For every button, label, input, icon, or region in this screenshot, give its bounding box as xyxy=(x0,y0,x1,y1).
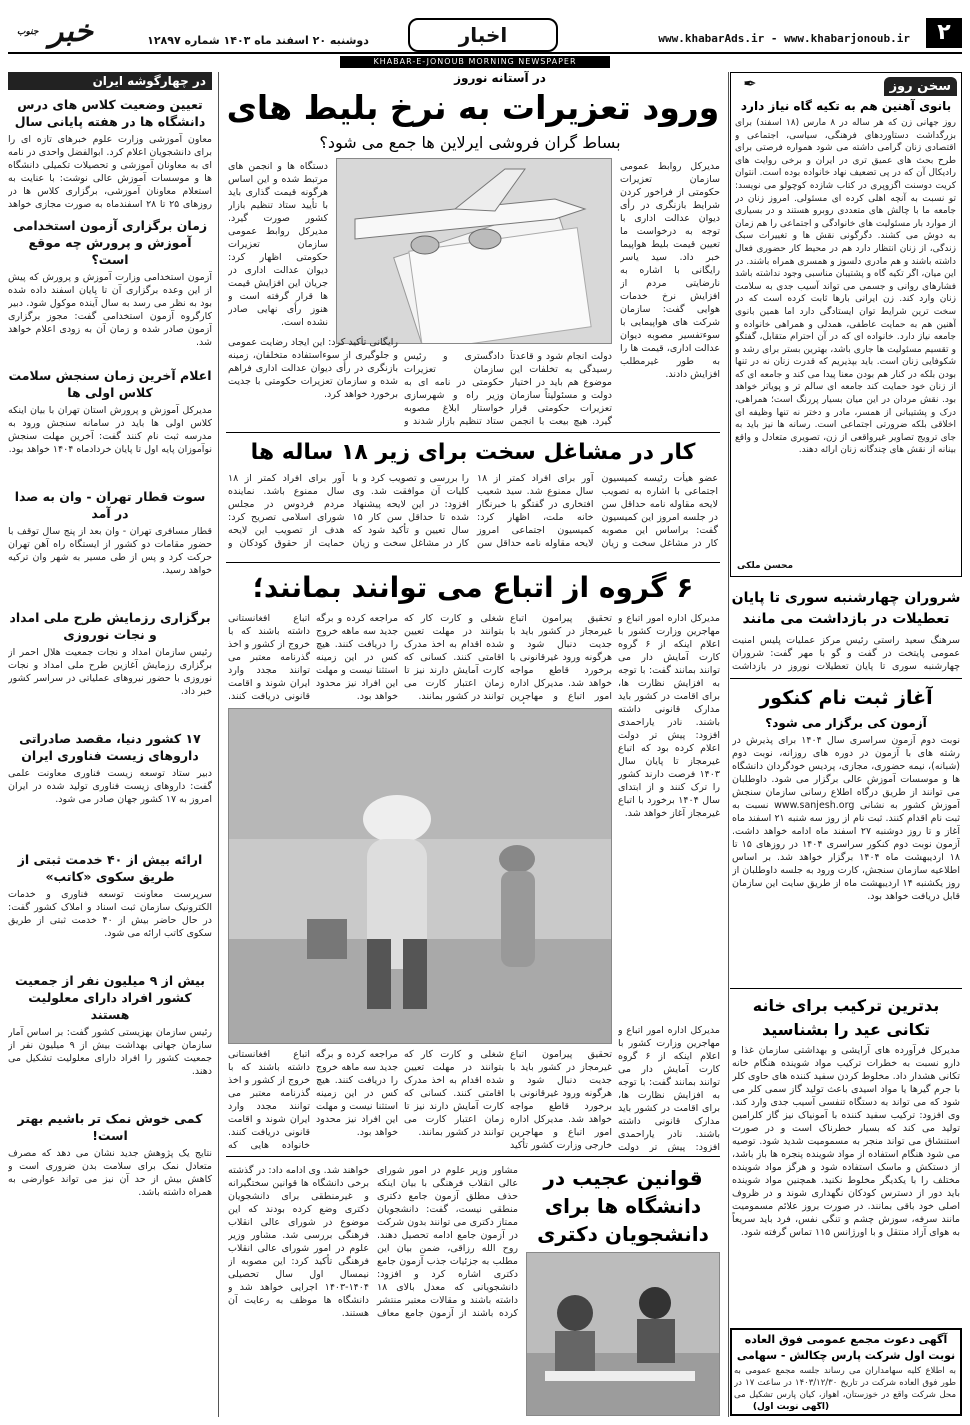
editorial-body: روز جهانی زن که هر ساله در ۸ مارس (۱۸ اسفند) برای بزرگداشت دستاوردهای فرهنگی، سیاسی، اجتماعی و اقتصادی زنان گرامی داشته می شود همواره فرصتی برای طرح بحث های عمیق تری در ایران و برخی روایت های رادیکال آن که در پی تضعیف نهاد خانواده بوده است. انتوان کریت دوسنت اگزوپری در کتاب شازده کوچولو می نویسد: تو نسبت به آنچه اهلی کرده ای مسئولی. امروز زنان در جامعه ما با چالش های متعددی روبرو هستند و در بسیاری از موارد بار مسئولیت های خانوادگی و اجتماعی را هم زمان به دوش می کشند. دگرگونی نقش ها و تغییرات سبک زندگی، از زنان انتظار دارد هم در محیط کار حضوری فعال داشته باشند و هم مادری دلسوز و همسری همراه باشند. در این میان، اگر تکیه گاه و پشتیبان مناسبی وجود نداشته باشد فشارهای روانی و جسمی می تواند آسیب جدی به سلامت زنان وارد کند. زن ایرانی بارها ثابت کرده است که در سخت ترین شرایط توان ایستادگی دارد اما همین بانوی آهنین هم به حمایت عاطفی، همدلی و همراهی خانواده و جامعه نیاز دارد. خانواده ای که در آن احترام متقابل، گفتگو و تقسیم مسئولیت ها جاری باشد، بهترین بستر برای رشد و شکوفایی زنان است. باید بپذیریم که قدرت زنان نه در تنها بودن بلکه در کنار هم بودن معنا پیدا می کند و جامعه ای که از زنان خود حمایت کند جامعه ای سالم تر و پویاتر خواهد بود. نقش مردان در این میان بسیار پررنگ است؛ همراهی، درک و پشتیبانی از همسر، مادر و دختر نه تنها وظیفه ای اخلاقی بلکه ضرورتی اجتماعی است. رسانه ها نیز باید به جای ترویج تصاویر غیرواقعی از زن، تصویری متعادل و واقع بینانه از نقش های چندگانه زنان ارائه دهند. xyxy=(735,118,956,456)
afghan-col-8: مراجعه کرده و برگه جدید سه ماهه خروج را دریافت کنند. هیچ کس در این زمینه استثنا نیست و مهلت این افراد نیز محدود خواهد بود. xyxy=(316,1049,398,1138)
afghan-col-7: شغلی و کارت کار که بتوانند در مهلت تعیین شده اقدام به اخذ مدرک اقامتی کنند. کسانی که کارت آمایش دارند نیز تا زمان اعتبار کارت می توانند در کشور بمانند. xyxy=(404,1049,504,1138)
afghan-col-1: مدیرکل اداره امور اتباع و مهاجرین وزارت کشور با اعلام اینکه از ۶ گروه کارت آمایش دار می توانند بمانند گفت: با توجه به افزایش نظارت ها، برای اقامت در کشور باید مدارک قانونی داشته باشند. نادر یاراحمدی افزود: پیش تر دولت اعلام کرده بود که اتباع غیرمجاز تا پایان سال ۱۴۰۳ فرصت دارند کشور را ترک کنند و از ابتدای سال ۱۴۰۴ برخورد با اتباع غیرمجاز آغاز خواهد شد. xyxy=(618,613,720,819)
newspaper-logo xyxy=(14,12,96,52)
konkur-subtitle: آزمون کی برگزار می شود؟ xyxy=(765,716,927,730)
news-body: سرپرست معاونت توسعه فناوری و خدمات الکترونیک سازمان ثبت اسناد و املاک کشور گفت: در حال حاضر بیش از ۴۰ خدمت ثبتی از طریق سکوی کاتب ارائه می شود. xyxy=(8,889,212,939)
lead-col-4: دادگستری و رئیس سازمان تعزیرات حکومتی در نامه ای به وزیر راه و شهرسازی خواستار ابلاغ مصوبه ستاد تنظیم بازار شدند و xyxy=(404,351,504,427)
notice-box xyxy=(730,1328,962,1416)
child-labor-body: عضو هیأت رئیسه کمیسیون اجتماعی با اشاره به تصویب لایحه مقاوله نامه حداقل سن در جلسه امروز این کمیسیون گفت: براساس این مصوبه کار در مشاغل سخت و زیان آور برای افراد کمتر از ۱۸ سال ممنوع شد. سید شعیب افتخاری در گفتگو با خبرنگار خانه ملت، اظهار کرد: کمیسیون اجتماعی امروز لایحه مقاوله نامه حداقل سن را بررسی و تصویب کرد و با کلیات آن موافقت شد. وی افزود: در این لایحه پیشنهاد شده تا حداقل سن کار ۱۵ سال تعیین و تأکید شود که کار در مشاغل سخت و زیان آور برای افراد کمتر از ۱۸ سال ممنوع باشد. نماینده مردم فردوس در مجلس شورای اسلامی تصریح کرد: هدف از تصویب این لایحه حمایت از حقوق کودکان و xyxy=(228,473,718,549)
migrants-photo xyxy=(228,708,612,1044)
afghan-col-2: تحقیق پیرامون اتباع غیرمجاز در کشور باید با جدیت دنبال شود و هرگونه ورود غیرقانونی با برخورد قاطع مواجه خواهد شد. مدیرکل اداره امور اتباع و مهاجرین xyxy=(510,613,612,702)
lead-col-3: دولت انجام شود و قاعدتاً رسیدگی به تخلفات این موضوع هم باید در اختیار دولت و مسئولیتاً سازمان تعزیرات حکومتی قرار گیرد. هیچ بیعت با انجمن xyxy=(510,351,612,427)
news-title: سوت قطار تهران - وان به صدا در آمد xyxy=(14,489,206,521)
makeup-title: بدترین ترکیب برای خانه تکانی عید را بشناسید xyxy=(752,996,940,1039)
fire-festival-title: شروران چهارشنبه سوری تا پایان تعطیلات در بازداشت می مانند xyxy=(731,590,961,627)
masthead-english: KHABAR-E-JONOUB MORNING NEWSPAPER xyxy=(340,56,610,68)
university-body: مشاور وزیر علوم در امور شورای عالی انقلاب فرهنگی با بیان اینکه حذف مطلق آزمون جامع دکتری منطقی نیست، گفت: دانشجویان ممتاز دکتری می توانند بدون شرکت در آزمون جامع ادامه تحصیل دهند. روح الله رزاقی، ضمن بیان این مطلب به جزئیات جذب آزمون جامع دکتری اشاره کرد و افزود: دانشجویانی که معدل بالای ۱۸ داشته باشند و مقالات معتبر منتشر کرده باشند از آزمون جامع معاف خواهند شد. وی ادامه داد: در گذشته برخی دانشگاه ها قوانین سختگیرانه و غیرمنطقی برای دانشجویان دکتری وضع کرده بودند که این موضوع در شورای عالی انقلاب فرهنگی بررسی شد. مشاور وزیر علوم در امور شورای عالی انقلاب فرهنگی تأکید کرد: این مصوبه از نیمسال اول سال تحصیلی ۱۴۰۴-۱۴۰۳ اجرایی خواهد شد و دانشگاه ها موظف به رعایت آن هستند. xyxy=(228,1165,518,1319)
airplane-icon xyxy=(336,159,611,344)
afghan-col-3: شغلی و کارت کار که بتوانند در مهلت تعیین شده اقدام به اخذ مدرک اقامتی کنند. کسانی که کارت آمایش دارند نیز تا زمان اعتبار کارت می توانند در کشور بمانند. xyxy=(404,613,504,702)
news-title: تعیین وضعیت کلاس های درس دانشگاه ها در هفته پایانی سال xyxy=(14,97,206,129)
people-walking-icon xyxy=(228,709,611,1044)
afghan-col-10: مدیرکل اداره امور اتباع و مهاجرین وزارت کشور با اعلام اینکه از ۶ گروه کارت آمایش دار می توانند بمانند گفت: با توجه به افزایش نظارت ها، برای اقامت در کشور باید مدارک قانونی داشته باشند. نادر یاراحمدی افزود: پیش تر دولت xyxy=(618,1025,720,1152)
airline-ticket-photo xyxy=(336,158,612,344)
afghan-title: ۶ گروه از اتباع می توانند بمانند؛ xyxy=(252,571,694,604)
masthead-bar xyxy=(8,8,962,54)
lead-kicker: در آستانه نوروز xyxy=(454,71,546,85)
left-column xyxy=(8,72,212,1417)
right-column xyxy=(730,72,962,1417)
lead-col-2: دستگاه ها و انجمن های مرتبط شده و این اساس هرگونه قیمت گذاری باید با تأیید ستاد تنظیم بازار کشور صورت گیرد. مدیرکل روابط عمومی سازمان تعزیرات حکومتی اظهار کرد: دیوان عدالت اداری در جریان این افزایش قیمت ها قرار گرفته است و هنوز رأی نهایی صادر نشده است. xyxy=(228,161,328,328)
lead-col-1: مدیرکل روابط عمومی سازمان تعزیرات حکومتی از فراخور کردن شرایط بازنگری در رأی دیوان عدالت اداری با توجه به درخواست ما تعیین قیمت بلیط هواپیما خبر داد. سید یاسر رایگانی با اشاره به نارضایتی مردم از افزایش نرخ خدمات هوایی گفت: سازمان شرکت های هواپیمایی با سوءتفسیر مصوبه دیوان عدالت اداری، قیمت ها را به طور غیرمطلب افزایش دادند. xyxy=(620,161,720,380)
child-labor-title: کار در مشاغل سخت برای زیر ۱۸ ساله ها xyxy=(250,440,696,465)
pen-icon: ✒ xyxy=(743,75,757,93)
news-body: معاون آموزشی وزارت علوم خبرهای تازه ای را برای دانشجویان اعلام کرد. ابوالفضل واحدی در نامه ای به معاونان آموزشی و تحصیلات تکمیلی دانشگاه ها و موسسات آموزش عالی نوشت: با عنایت به استعلام معاونان آموزشی، برگزاری کلاس ها در روزهای ۲۵ تا ۲۸ اسفندماه به صورت مجازی خواهد xyxy=(8,134,212,210)
lead-col-5: رایگانی تأکید کرد: این ایجاد رضایت عمومی و جلوگیری از سوءاستفاده متخلفان، زمینه بازنگری در رأی دیوان عدالت اداری فراهم شده و سازمان تعزیرات حکومتی با جدیت برخورد خواهد کرد. xyxy=(228,337,398,400)
news-body: قطار مسافری تهران - وان بعد از پنج سال توقف با حضور مقامات دو کشور از ایستگاه راه آهن تهران حرکت کرد و پس از طی مسیر به شهر وان ترکیه خواهد رسید. xyxy=(8,526,212,576)
news-title: ارائه بیش از ۴۰ خدمت ثبتی از طریق سکوی «کاتب» xyxy=(17,852,203,884)
news-title: زمان برگزاری آزمون استخدامی آموزش و پرورش چه موقع است؟ xyxy=(12,218,208,267)
news-title: بیش از ۹ میلیون نفر از جمعیت کشور افراد دارای معلولیت هستند xyxy=(15,973,205,1022)
news-body: رئیس سازمان امداد و نجات جمعیت هلال احمر از برگزاری رزمایش آغازین طرح ملی امداد و نجات نوروزی با حضور نیروهای عملیاتی در سراسر کشور خبر داد. xyxy=(8,647,212,697)
notice-footer: (آگهی نوبت اول) xyxy=(752,1402,830,1412)
makeup-body: مدیرکل فرآورده های آرایشی و بهداشتی سازمان غذا و دارو نسبت به خطرات ترکیب مواد شوینده هنگام خانه تکانی هشدار داد. مخلوط کردن سفید کننده های حاوی کلر با جرم گیرها یا مواد اسیدی باعث تولید گاز سمی کلر می شود که می تواند به دستگاه تنفسی آسیب جدی وارد کند. وی افزود: ترکیب سفید کننده با آمونیاک نیز گاز کلرامین تولید می کند که بسیار خطرناک است و در صورت استنشاق می تواند منجر به مسمومیت شدید شود. توصیه می شود هنگام استفاده از مواد شوینده پنجره ها باز باشد، از دستکش و ماسک استفاده شود و هرگز مواد شوینده مختلف را با یکدیگر مخلوط نکنید. همچنین مواد شوینده باید دور از دسترس کودکان نگهداری شوند و در ظروف اصلی خود باقی بمانند. در صورت بروز علائم مسمومیت مانند سرفه، سوزش چشم و تنگی نفس، فرد باید سریعاً به هوای آزاد منتقل و با اورژانس ۱۱۵ تماس گرفته شود. xyxy=(732,1045,960,1238)
lead-title: ورود تعزیرات به نرخ بلیط های xyxy=(226,88,720,127)
left-column-head: در چهارگوشه ایران xyxy=(8,72,212,90)
afghan-col-6: تحقیق پیرامون اتباع غیرمجاز در کشور باید با جدیت دنبال شود و هرگونه ورود غیرقانونی با برخورد قاطع مواجه خواهد شد. مدیرکل اداره امور اتباع و مهاجرین خارجی وزارت کشور تأکید xyxy=(510,1049,612,1151)
news-title: اعلام آخرین زمان سنجش سلامت کلاس اولی ها xyxy=(8,368,212,400)
news-body: دبیر ستاد توسعه زیست فناوری معاونت علمی گفت: داروهای زیست فناوری تولید شده در ایران امروز به ۱۷ کشور جهان صادر می شود. xyxy=(8,768,212,805)
logo-text: خبر xyxy=(48,14,93,49)
editorial-box xyxy=(730,72,962,577)
konkur-title: آغاز ثبت نام کنکور xyxy=(759,687,933,709)
news-title: برگزاری رزمایش طرح ملی امداد و نجات نوروزی xyxy=(9,610,211,642)
logo-subtext: جنوب xyxy=(16,27,39,37)
section-title: اخبار xyxy=(408,18,558,52)
konkur-body: نوبت دوم آزمون سراسری سال ۱۴۰۴ برای پذیرش در رشته های با آزمون در دوره های روزانه، نوبت دوم (شبانه)، نیمه حضوری، مجازی، پردیس خودگردان دانشگاه ها و موسسات آموزش عالی برگزار می شود. داوطلبان می توانند از طریق درگاه اطلاع رسانی سازمان سنجش آموزش کشور به نشانی www.sanjesh.org نسبت به ثبت نام اقدام کنند. ثبت نام از روز سه شنبه ۲۱ اسفند ماه آغاز و تا روز دوشنبه ۲۷ اسفند ماه ادامه خواهد داشت. آزمون نوبت دوم کنکور سراسری ۱۴۰۴ در روزهای ۱۵ تا ۱۸ اردیبهشت ماه ۱۴۰۴ برگزار خواهد شد. بر اساس اطلاعیه سازمان سنجش، کارت ورود به جلسه داوطلبان از روز یکشنبه ۱۴ اردیبهشت ماه از طریق سایت این سازمان قابل دریافت خواهد بود. xyxy=(732,735,960,902)
editorial-author: محسن ملکی xyxy=(737,561,794,571)
students-icon xyxy=(526,1253,719,1416)
page-number: ۲ xyxy=(926,18,962,48)
news-title: ۱۷ کشور دنیا، مقصد صادراتی داروهای زیست فناوری ایران xyxy=(19,731,201,763)
editorial-title: بانوی آهنین هم به تکیه گاه نیاز دارد xyxy=(740,99,952,113)
news-body: مدیرکل آموزش و پرورش استان تهران با بیان اینکه کلاس اولی ها باید در سامانه سنجش ورود به مدرسه ثبت نام کنند گفت: آخرین مهلت سنجش نوآموزان پایه اول تا پایان خردادماه ۱۴۰۴ خواهد بود. xyxy=(8,405,212,455)
university-title: قوانین عجیب در دانشگاه ها برای دانشجویان دکتری xyxy=(537,1166,709,1246)
fire-festival-body: سرهنگ سعید راستی رئیس مرکز عملیات پلیس امنیت عمومی پایتخت در گفت و گو با مهر گفت: شروران چهارشنبه سوری تا پایان تعطیلات نوروز در بازداشت xyxy=(732,635,960,672)
lead-subtitle: بساط گران فروشی ایرلاین ها جمع می شود؟ xyxy=(319,133,621,152)
issue-date: دوشنبه ۲۰ اسفند ماه ۱۴۰۳ شماره ۱۲۸۹۷ xyxy=(147,34,369,47)
afghan-col-5: اتباع افغانستانی داشته باشند که با خروج از کشور و اخذ گذرنامه معتبر می توانند مجدد وارد ایران شوند و اقامت قانونی دریافت کنند. xyxy=(228,613,310,702)
news-title: کمی خوش نمک تر باشیم بهتر است! xyxy=(17,1111,203,1143)
editorial-head: سخن روز xyxy=(884,77,957,96)
news-body: رئیس سازمان بهزیستی کشور گفت: بر اساس آمار سازمان جهانی بهداشت بیش از ۹ میلیون نفر از جمعیت کشور را افراد دارای معلولیت تشکیل می دهند. xyxy=(8,1027,212,1077)
afghan-col-9: اتباع افغانستانی داشته باشند که با خروج از کشور و اخذ گذرنامه معتبر می توانند مجدد وارد ایران شوند و اقامت قانونی دریافت کنند. خانواده هایی که xyxy=(228,1049,310,1151)
notice-title: آگهی دعوت مجمع عمومی فوق العاده نوبت اول شرکت پارس چکالش - سهامی xyxy=(736,1333,956,1362)
notice-body: به اطلاع کلیه سهامداران می رساند جلسه مجمع عمومی به طور فوق العاده شرکت در تاریخ ۱۴۰۳/۱۲/۳۰ در ساعت ۱۷ در محل شرکت واقع در خوزستان، اهواز، کیان پارس تشکیل می xyxy=(734,1366,956,1400)
site-url[interactable]: www.khabarAds.ir - www.khabarjonoub.ir xyxy=(658,32,910,45)
afghan-col-4: مراجعه کرده و برگه جدید سه ماهه خروج را دریافت کنند. هیچ کس در این زمینه استثنا نیست و مهلت این افراد نیز محدود خواهد بود. xyxy=(316,613,398,702)
students-exam-photo xyxy=(526,1252,720,1416)
news-body: نتایج یک پژوهش جدید نشان می دهد که مصرف متعادل نمک برای سلامت بدن ضروری است و کاهش بیش از حد آن نیز می تواند عوارضی به همراه داشته باشد. xyxy=(8,1148,212,1198)
news-body: آزمون استخدامی وزارت آموزش و پرورش که پیش از این وعده برگزاری آن تا پایان اسفند داده شده بود به نظر می رسد به سال آینده موکول شود. دبیر کارگروه آزمون استخدامی گفت: مجوز برگزاری آزمون صادر شده و زمان آن به زودی اعلام خواهد شد. xyxy=(8,272,212,348)
